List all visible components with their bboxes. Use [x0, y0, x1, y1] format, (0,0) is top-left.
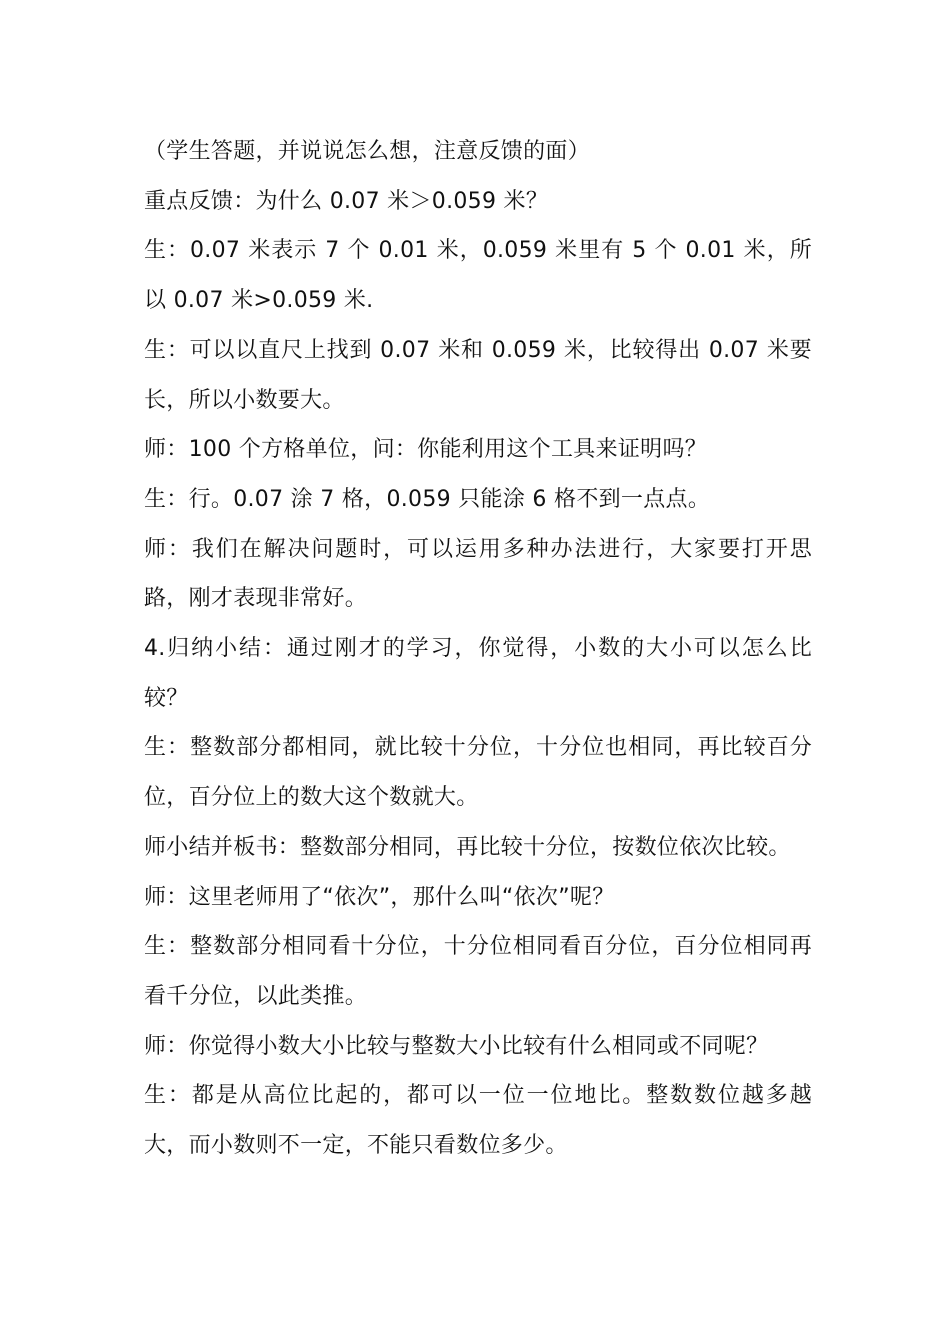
paragraph-student-answer-2: 生：可以以直尺上找到 0.07 米和 0.059 米，比较得出 0.07 米要长，所以小数要大。 [144, 337, 812, 413]
paragraph-teacher-summary: 师小结并板书：整数部分相同，再比较十分位，按数位依次比较。 [144, 834, 791, 860]
document-body [144, 127, 812, 1171]
paragraph-teacher-question-order: 师：这里老师用了“依次”，那什么叫“依次”呢？ [144, 884, 615, 910]
paragraph-summary-heading: 4.归纳小结：通过刚才的学习，你觉得，小数的大小可以怎么比较？ [144, 636, 812, 711]
paragraph-student-answer-5: 生：整数部分相同看十分位，十分位相同看百分位，百分位相同再看千分位，以此类推。 [144, 934, 812, 1009]
paragraph-answer-prompt: （学生答题，并说说怎么想，注意反馈的面） [144, 139, 591, 164]
paragraph-student-answer-1: 生：0.07 米表示 7 个 0.01 米，0.059 米里有 5 个 0.01 米，所以 0.07 米>0.059 米. [144, 238, 812, 314]
paragraph-key-feedback: 重点反馈：为什么 0.07 米＞0.059 米？ [144, 188, 549, 214]
paragraph-teacher-comment: 师：我们在解决问题时，可以运用多种办法进行，大家要打开思路，刚才表现非常好。 [144, 536, 812, 612]
paragraph-student-answer-6: 生：都是从高位比起的，都可以一位一位地比。整数数位越多越大，而小数则不一定，不能只看数位多少。 [144, 1083, 812, 1159]
paragraph-student-answer-3: 生：行。0.07 涂 7 格，0.059 只能涂 6 格不到一点点。 [144, 486, 711, 512]
paragraph-teacher-question-compare: 师：你觉得小数大小比较与整数大小比较有什么相同或不同呢？ [144, 1033, 769, 1059]
paragraph-teacher-question-grid: 师：100 个方格单位，问：你能利用这个工具来证明吗？ [144, 437, 708, 463]
paragraph-student-answer-4: 生：整数部分都相同，就比较十分位，十分位也相同，再比较百分位，百分位上的数大这个数就大。 [144, 735, 812, 811]
